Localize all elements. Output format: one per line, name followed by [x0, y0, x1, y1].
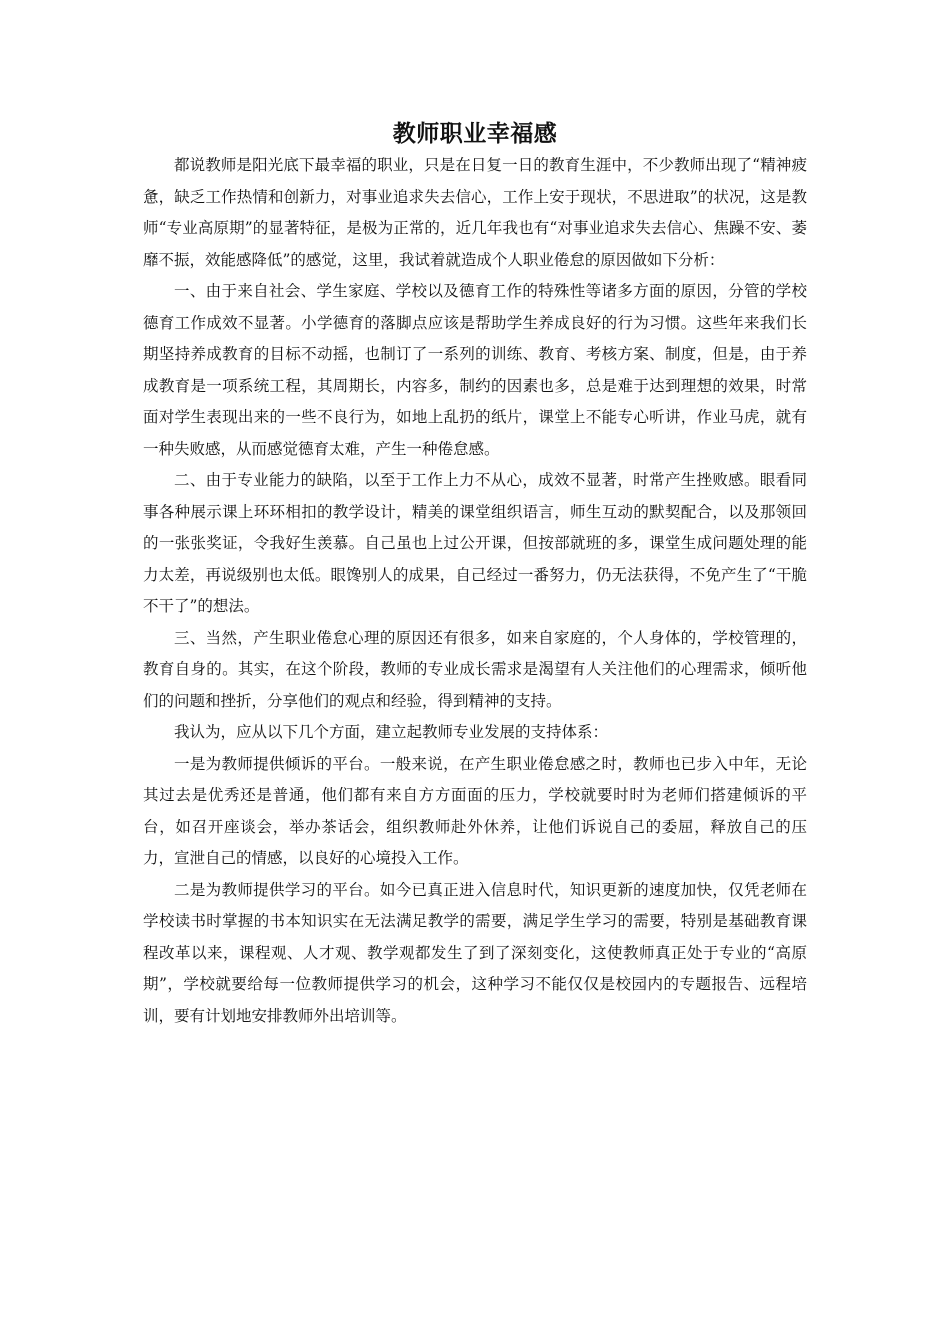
paragraph-proposal-two: 二是为教师提供学习的平台。如今已真正进入信息时代，知识更新的速度加快，仅凭老师在学校读书时掌握的书本知识实在无法满足教学的需要，满足学生学习的需要，特别是基础教育课程改革以来，课程观、人才观、教学观都发生了到了深刻变化，这使教师真正处于专业的“高原期”，学校就要给每一位教师提供学习的机会，这种学习不能仅仅是校园内的专题报告、远程培训，要有计划地安排教师外出培训等。 [143, 880, 807, 1025]
document-title: 教师职业幸福感 [392, 121, 558, 147]
paragraph-reason-three: 三、当然，产生职业倦怠心理的原因还有很多，如来自家庭的，个人身体的，学校管理的，教育自身的。其实，在这个阶段，教师的专业成长需求是渴望有人关注他们的心理需求，倾听他们的问题和挫折，分享他们的观点和经验，得到精神的支持。 [143, 628, 807, 710]
paragraph-proposal-one: 一是为教师提供倾诉的平台。一般来说，在产生职业倦怠感之时，教师也已步入中年，无论其过去是优秀还是普通，他们都有来自方方面面的压力，学校就要时时为老师们搭建倾诉的平台，如召开座谈会，举办茶话会，组织教师赴外休养，让他们诉说自己的委屈，释放自己的压力，宣泄自己的情感，以良好的心境投入工作。 [143, 754, 807, 867]
document-page [143, 118, 807, 1032]
paragraph-reason-one: 一、由于来自社会、学生家庭、学校以及德育工作的特殊性等诸多方面的原因，分管的学校德育工作成效不显著。小学德育的落脚点应该是帮助学生养成良好的行为习惯。这些年来我们长期坚持养成教育的目标不动摇，也制订了一系列的训练、教育、考核方案、制度，但是，由于养成教育是一项系统工程，其周期长，内容多，制约的因素也多，总是难于达到理想的效果，时常面对学生表现出来的一些不良行为，如地上乱扔的纸片，课堂上不能专心听讲，作业马虎，就有一种失败感，从而感觉德育太难，产生一种倦怠感。 [143, 282, 807, 458]
paragraph-reason-two: 二、由于专业能力的缺陷，以至于工作上力不从心，成效不显著，时常产生挫败感。眼看同事各种展示课上环环相扣的教学设计，精美的课堂组织语言，师生互动的默契配合，以及那领回的一张张奖证，令我好生羡慕。自己虽也上过公开课，但按部就班的多，课堂生成问题处理的能力太差，再说级别也太低。眼馋别人的成果，自己经过一番努力，仍无法获得，不免产生了“干脆不干了”的想法。 [143, 471, 807, 615]
paragraph-proposal-intro: 我认为，应从以下几个方面，建立起教师专业发展的支持体系： [174, 723, 609, 741]
paragraph-intro: 都说教师是阳光底下最幸福的职业，只是在日复一日的教育生涯中，不少教师出现了“精神疲惫，缺乏工作热情和创新力，对事业追求失去信心，工作上安于现状，不思进取”的状况，这是教师“专业高原期”的显著特征，是极为正常的，近几年我也有“对事业追求失去信心、焦躁不安、萎靡不振，效能感降低”的感觉，这里，我试着就造成个人职业倦怠的原因做如下分析： [143, 156, 807, 269]
